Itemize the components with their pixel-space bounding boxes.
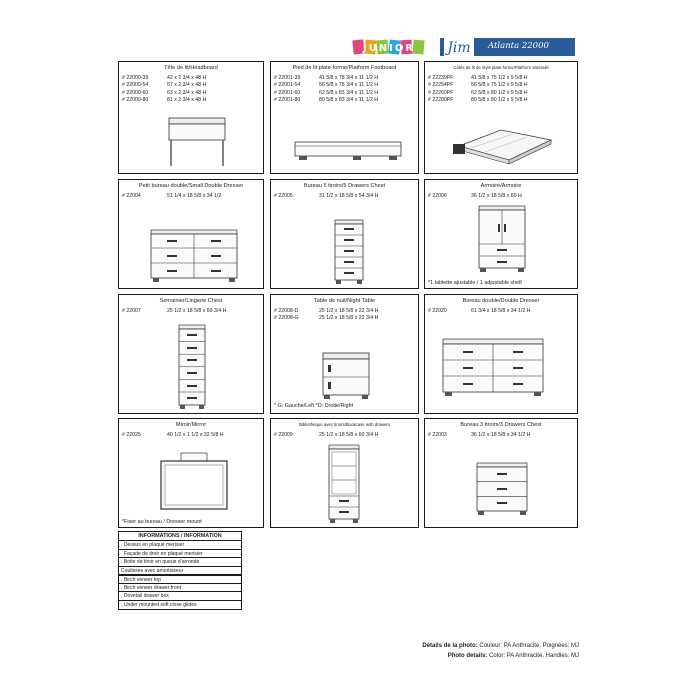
product-dimensions: 61 3/4 x 18 5/8 x 34 1/2 H <box>471 308 531 314</box>
product-dimensions: 25 1/2 x 18 5/8 x 60 3/4 H <box>167 308 227 314</box>
5-drawers-chest-drawing <box>333 218 365 286</box>
product-codes: # 22009 <box>274 432 293 438</box>
mirror-drawing <box>159 451 229 513</box>
product-codes: # 22007 <box>122 308 141 314</box>
product-headboard <box>118 61 264 174</box>
product-title: Petit bureau double/Small Double Dresser <box>138 183 244 189</box>
product-platform-siderails <box>424 61 578 174</box>
info-fr-2: . Façade de tiroir en plaqué merisier <box>119 550 241 559</box>
product-title: Semainier/Lingerie Chest <box>159 298 223 304</box>
footboard-drawing <box>293 138 403 166</box>
product-codes: # 22008-D # 22008-G <box>274 308 299 322</box>
photo-details-en <box>448 653 579 659</box>
product-codes: # 22005 <box>274 193 293 199</box>
product-small-double-dresser <box>118 179 264 289</box>
product-codes: # 22004 <box>122 193 141 199</box>
product-armoire <box>424 179 578 289</box>
info-en-2: . Birch veneer drawer front <box>119 584 241 593</box>
product-title: Miroir/Mirror <box>175 422 207 428</box>
headboard-drawing <box>167 116 227 168</box>
series-name: Atlanta 22000 <box>488 41 549 51</box>
product-dimensions: 40 1/2 x 1 1/2 x 32 5/8 H <box>167 432 224 438</box>
product-title: Bureau 5 tiroirs/5 Drawers Chest <box>303 183 386 189</box>
product-codes: # 22001-39 # 22001-54 # 22001-60 # 22001-80 <box>274 75 301 103</box>
product-dimensions: 25 1/2 x 18 5/8 x 60 3/4 H <box>319 432 379 438</box>
night-table-drawing <box>321 351 371 401</box>
product-title: Bureau 3 tiroirs/3 Drawers Chest <box>460 422 542 428</box>
product-3-drawers-chest <box>424 418 578 528</box>
product-title: Table de nuit/Night Table <box>313 298 376 304</box>
photo-details-en-value: Color: PA Anthracite. Handles: MJ <box>489 653 579 659</box>
product-note: *Fixer au bureau / Dresser mount <box>122 519 202 525</box>
product-dimensions: 25 1/2 x 18 5/8 x 22 3/4 H 25 1/2 x 18 5/8 x 22 3/4 H <box>319 308 379 322</box>
lingerie-chest-drawing <box>177 323 207 411</box>
product-title: Bureau double/Double Dresser <box>462 298 540 304</box>
junior-logo-text: JUNIOR <box>362 43 416 54</box>
product-codes: # 22020 <box>428 308 447 314</box>
info-fr-4: Coulisses avec amortisseur <box>119 567 241 576</box>
armoire-drawing <box>477 204 527 274</box>
bookcase-drawing <box>327 443 361 525</box>
product-dimensions: 31 1/2 x 18 5/8 x 54 3/4 H <box>319 193 379 199</box>
info-en-1: . Birch veneer top <box>119 575 241 584</box>
product-dimensions: 41 5/8 x 75 1/2 x 9 5/8 H 56 5/8 x 75 1/2 x 9 5/8 H 62 5/8 x 80 1/2 x 9 5/8 H 80 5/8 x 80 1/2 x 9 5/8 H <box>471 75 528 103</box>
product-codes: # 22006 <box>428 193 447 199</box>
information-title: INFORMATIONS / INFORMATION <box>119 532 241 541</box>
product-dimensions: 41 5/8 x 78 3/4 x 11 1/2 H 56 5/8 x 78 3/4 x 11 1/2 H 62 5/8 x 83 3/4 x 11 1/2 H 80 5/8 x 83 3/4 x 11 1/2 H <box>319 75 379 103</box>
product-dimensions: 51 1/4 x 18 5/8 x 34 1/2 <box>167 193 222 199</box>
photo-details-fr <box>422 643 579 649</box>
product-codes: # 22239PF # 22254PF # 22260PF # 22280PF <box>428 75 454 103</box>
photo-details-fr-label: Détails de la photo: <box>422 643 478 649</box>
small-dresser-drawing <box>149 228 239 284</box>
product-mirror <box>118 418 264 528</box>
product-double-dresser <box>424 294 578 414</box>
photo-details-fr-value: Couleur: PA Anthracite. Poignées: MJ <box>479 643 579 649</box>
product-title: Armoire/Armoire <box>480 183 522 189</box>
product-dimensions: 36 1/2 x 18 5/8 x 34 1/2 H <box>471 432 531 438</box>
double-dresser-drawing <box>441 337 545 399</box>
product-lingerie-chest <box>118 294 264 414</box>
product-platform-footboard <box>270 61 419 174</box>
product-codes: # 22025 <box>122 432 141 438</box>
info-fr-3: . Boite de tiroir en queue d'arronde <box>119 558 241 567</box>
product-title: Tête de lit/Headboard <box>164 65 218 71</box>
product-bookcase <box>270 418 419 528</box>
product-codes: # 22000-39 # 22000-54 # 22000-60 # 22000-80 <box>122 75 149 103</box>
product-title: Côtés de lit de style plate-forme/Platform Siderails <box>453 65 549 70</box>
info-en-4: . Under mounted soft close glides <box>121 601 197 608</box>
product-note: * G: Gauche/Left *D: Droite/Right <box>274 403 354 409</box>
product-5-drawers-chest <box>270 179 419 289</box>
product-codes: # 22003 <box>428 432 447 438</box>
photo-details-en-label: Photo details: <box>447 653 488 659</box>
product-dimensions: 36 1/2 x 18 5/8 x 60 H <box>471 193 522 199</box>
3-drawers-chest-drawing <box>475 461 529 517</box>
product-dimensions: 42 x 2 3/4 x 48 H 57 x 2 3/4 x 48 H 63 x 2 3/4 x 48 H 81 x 2 3/4 x 48 H <box>167 75 207 103</box>
product-note: *1 tablette ajustable / 1 adjustable shelf <box>428 280 522 286</box>
junior-logo <box>352 38 432 56</box>
siderails-drawing <box>451 124 555 170</box>
product-night-table <box>270 294 419 414</box>
product-title: Pied de lit plate-forme/Platform Footboard <box>292 65 397 71</box>
info-en-3: . Dovetail drawer box <box>119 592 241 601</box>
information-table <box>118 531 242 610</box>
info-fr-1: . Dessus en plaqué merisier <box>119 541 241 550</box>
jim-logo-text: Jim <box>447 40 471 56</box>
product-title: Bibliothèque avec tiroirs/Bookcase with drawers <box>299 422 390 427</box>
